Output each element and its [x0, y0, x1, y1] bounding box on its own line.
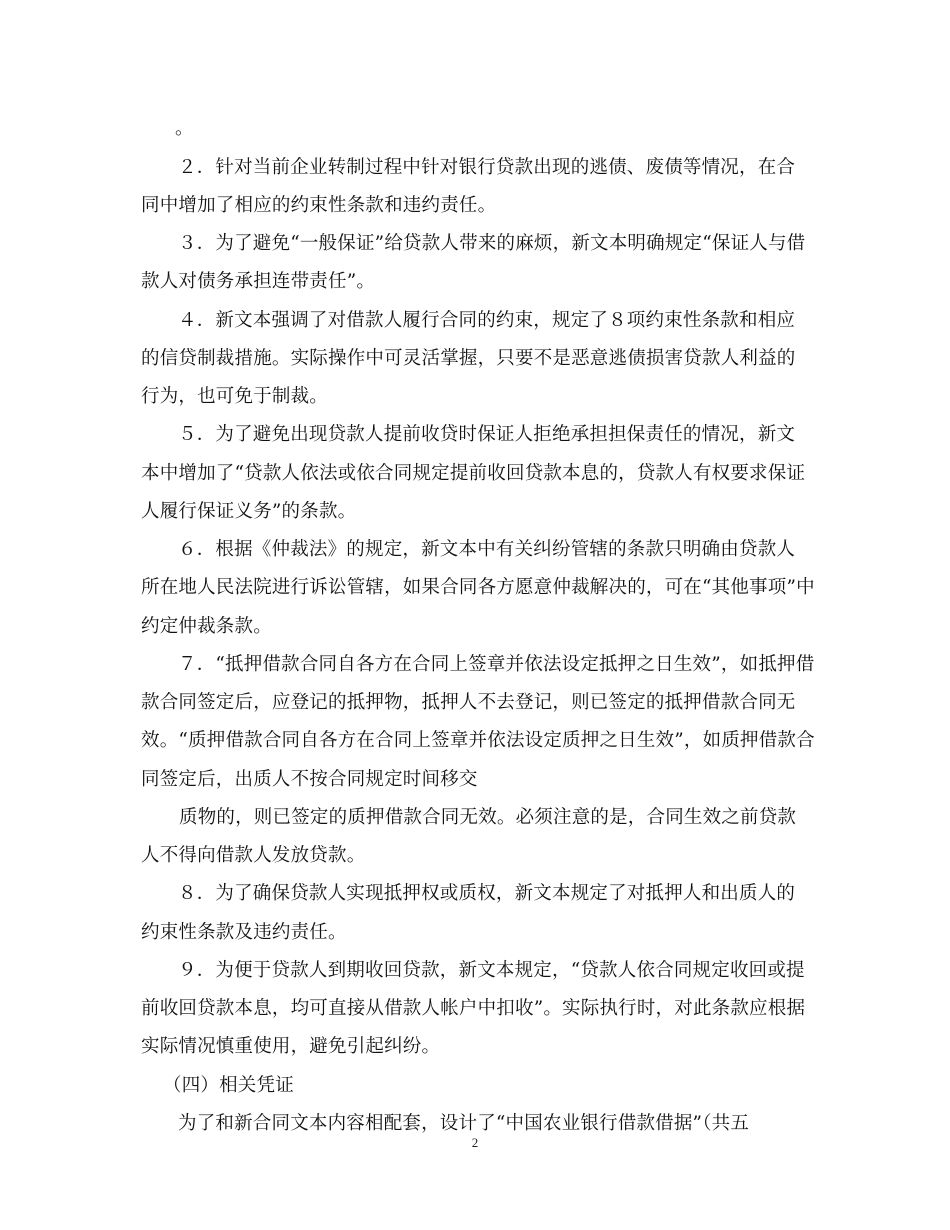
text-line: 效。“质押借款合同自各方在合同上签章并依法设定质押之日生效”，如质押借款合: [141, 730, 815, 751]
text-line: 的信贷制裁措施。实际操作中可灵活掌握，只要不是恶意逃债损害贷款人利益的: [141, 348, 796, 369]
text-line: 前收回贷款本息，均可直接从借款人帐户中扣收”。实际执行时，对此条款应根据: [141, 998, 806, 1019]
text-line: 实际情况慎重使用，避免引起纠纷。: [141, 1036, 441, 1057]
text-line: 。: [175, 118, 194, 139]
text-line: ３．为了避免“一般保证”给贷款人带来的麻烦，新文本明确规定“保证人与借: [178, 233, 806, 254]
text-line: ５．为了避免出现贷款人提前收贷时保证人拒绝承担担保责任的情况，新文: [178, 424, 796, 445]
text-line: 约束性条款及违约责任。: [141, 922, 347, 943]
text-line: 约定仲裁条款。: [141, 616, 272, 637]
text-line: 款人对债务承担连带责任”。: [141, 271, 376, 292]
text-line: 同中增加了相应的约束性条款和违约责任。: [141, 195, 497, 216]
text-line: ９．为便于贷款人到期收回贷款，新文本规定，“贷款人依合同规定收回或提: [178, 960, 805, 981]
text-line: ４．新文本强调了对借款人履行合同的约束，规定了８项约束性条款和相应: [178, 310, 796, 331]
text-line: 行为，也可免于制裁。: [141, 386, 329, 407]
text-line: 人不得向借款人发放贷款。: [141, 845, 366, 866]
text-line: ６．根据《仲裁法》的规定，新文本中有关纠纷管辖的条款只明确由贷款人: [178, 539, 796, 560]
text-line: 质物的，则已签定的质押借款合同无效。必须注意的是，合同生效之前贷款: [179, 807, 797, 828]
text-line: 所在地人民法院进行诉讼管辖，如果合同各方愿意仲裁解决的，可在“其他事项”中: [141, 577, 815, 598]
text-line: 款合同签定后，应登记的抵押物，抵押人不去登记，则已签定的抵押借款合同无: [141, 692, 796, 713]
text-line: 本中增加了“贷款人依法或依合同规定提前收回贷款本息的，贷款人有权要求保证: [141, 463, 806, 484]
text-line: ７．“抵押借款合同自各方在合同上签章并依法设定抵押之日生效”，如抵押借: [178, 654, 815, 675]
text-line: 同签定后，出质人不按合同规定时间移交: [141, 769, 478, 790]
text-line: 为了和新合同文本内容相配套，设计了“中国农业银行借款借据”（共五: [178, 1113, 750, 1134]
text-line: ２．针对当前企业转制过程中针对银行贷款出现的逃债、废债等情况，在合: [178, 157, 796, 178]
page-number: 2: [471, 1135, 479, 1150]
section-heading: （四）相关凭证: [163, 1075, 294, 1096]
text-line: 人履行保证义务”的条款。: [141, 501, 357, 522]
text-line: ８．为了确保贷款人实现抵押权或质权，新文本规定了对抵押人和出质人的: [178, 883, 796, 904]
